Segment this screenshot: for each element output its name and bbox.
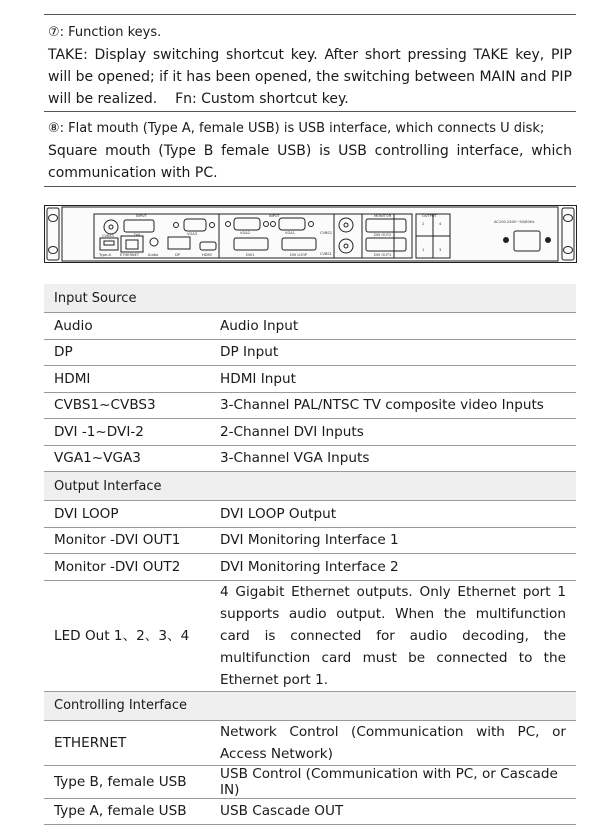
- section-divider: [44, 186, 576, 187]
- port-description: 3-Channel VGA Inputs: [210, 445, 576, 472]
- section8-line2: Square mouth (Type B female USB) is USB controlling interface, which communication with PC.: [48, 143, 572, 181]
- panel-label-dvi-out2: DVI OUT2: [374, 233, 392, 237]
- port-name: Type B, female USB: [44, 765, 210, 798]
- table-row: [44, 765, 576, 798]
- panel-label-cvbs2: CVBS2: [320, 231, 332, 235]
- table-row: [44, 501, 576, 528]
- port-description: 2-Channel DVI Inputs: [210, 419, 576, 446]
- port-name: HDMI: [44, 366, 210, 393]
- port-name: Type A, female USB: [44, 798, 210, 825]
- table-row: [44, 554, 576, 581]
- table-section-header: [44, 472, 576, 501]
- port-description: DVI Monitoring Interface 2: [210, 554, 576, 581]
- section-title-controlling-interface: Controlling Interface: [44, 691, 576, 720]
- port-description: USB Control (Communication with PC, or Cascade IN): [210, 765, 576, 798]
- table-row: [44, 392, 576, 419]
- port-name: LED Out 1、2、3、4: [44, 580, 210, 691]
- port-description: USB Cascade OUT: [210, 798, 576, 825]
- panel-label-output: OUTPUT: [422, 214, 437, 218]
- port-description: DVI Monitoring Interface 1: [210, 527, 576, 554]
- port-description: Audio Input: [210, 313, 576, 340]
- port-name: DVI LOOP: [44, 501, 210, 528]
- panel-label-port3: 3: [439, 248, 442, 252]
- panel-label-vga2: VGA2: [240, 231, 250, 235]
- panel-label-port1: 1: [422, 248, 425, 252]
- section-title-output-interface: Output Interface: [44, 472, 576, 501]
- section7-take-paragraph: [48, 44, 572, 110]
- panel-label-monitor: MONITOR: [374, 214, 392, 218]
- panel-label-port4: 4: [439, 222, 442, 226]
- table-row: [44, 419, 576, 446]
- section8-line1: ⑧: Flat mouth (Type A, female USB) is USB interface, which connects U disk;: [48, 121, 545, 136]
- panel-label-dvi: DVI: [134, 233, 141, 237]
- take-description: TAKE: Display switching shortcut key. After short pressing TAKE key, PIP will be opened; if it has been opened, the switching between MAIN and PIP will be realized.: [48, 47, 572, 107]
- screw-icon: [546, 238, 551, 243]
- table-row: [44, 798, 576, 825]
- port-name: DVI -1~DVI-2: [44, 419, 210, 446]
- panel-label-dvi-loop: DVI LOOP: [290, 253, 308, 257]
- panel-label-dp: DP: [175, 253, 180, 257]
- panel-label-input-2: INPUT: [269, 214, 280, 218]
- port-description: 3-Channel PAL/NTSC TV composite video Inputs: [210, 392, 576, 419]
- port-name: CVBS1~CVBS3: [44, 392, 210, 419]
- screw-icon: [504, 238, 509, 243]
- table-row: [44, 580, 576, 691]
- panel-label-hdmi: HDMI: [202, 253, 212, 257]
- port-description: DP Input: [210, 339, 576, 366]
- table-row: [44, 313, 576, 340]
- section-divider: [44, 111, 576, 112]
- panel-label-port2: 2: [422, 222, 425, 226]
- table-row: [44, 720, 576, 765]
- top-divider: [44, 14, 576, 15]
- panel-label-cvbs3: CVBS3: [102, 234, 114, 238]
- table-row: [44, 339, 576, 366]
- panel-label-type-a: Type-A: [99, 253, 111, 257]
- port-description: HDMI Input: [210, 366, 576, 393]
- table-row: [44, 445, 576, 472]
- fn-description: Fn: Custom shortcut key.: [175, 91, 349, 107]
- table-section-header: [44, 284, 576, 313]
- port-description: 4 Gigabit Ethernet outputs. Only Ethernet port 1 supports audio output. When the multifunction card is connected for audio decoding, the multifunction card must be connected to the Ethernet port 1.: [210, 580, 576, 691]
- panel-label-vga3: VGA3: [187, 232, 197, 236]
- panel-label-input: INPUT: [136, 214, 147, 218]
- panel-label-dvi1: DVI1: [246, 253, 255, 257]
- table-row: [44, 366, 576, 393]
- rear-panel-diagram: [44, 205, 577, 263]
- port-description: DVI LOOP Output: [210, 501, 576, 528]
- table-row: [44, 527, 576, 554]
- port-name: Monitor -DVI OUT2: [44, 554, 210, 581]
- port-name: DP: [44, 339, 210, 366]
- port-description: Network Control (Communication with PC, or Access Network): [210, 720, 576, 765]
- port-name: Monitor -DVI OUT1: [44, 527, 210, 554]
- interface-table: [44, 284, 576, 825]
- panel-label-dvi-out1: DVI OUT1: [374, 253, 392, 257]
- section7-heading: ⑦: Function keys.: [48, 25, 162, 40]
- panel-label-cvbs1: CVBS1: [320, 252, 332, 256]
- panel-label-ethernet: ETHERNET: [120, 253, 140, 257]
- port-name: ETHERNET: [44, 720, 210, 765]
- panel-label-audio: Audio: [148, 253, 159, 257]
- section-title-input-source: Input Source: [44, 284, 576, 313]
- panel-label-vga1: VGA1: [285, 231, 295, 235]
- panel-label-ac: AC100-240V~50/60Hz: [494, 220, 535, 224]
- port-name: Audio: [44, 313, 210, 340]
- port-name: VGA1~VGA3: [44, 445, 210, 472]
- table-section-header: [44, 691, 576, 720]
